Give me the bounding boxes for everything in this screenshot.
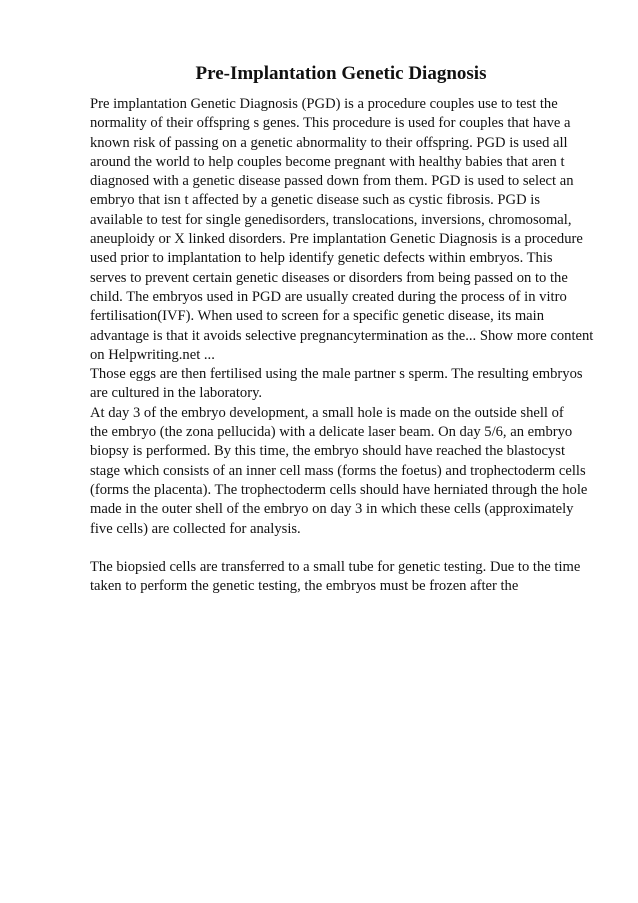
text-line: Those eggs are then fertilised using the male partner s sperm. The resulting embryos [90,366,583,383]
text-line: available to test for single genedisorders, translocations, inversions, chromosomal, [90,211,572,228]
text-line: advantage is that it avoids selective pregnancytermination as the... Show more content [90,327,594,344]
text-line: At day 3 of the embryo development, a small hole is made on the outside shell of [90,404,564,421]
text-line: five cells) are collected for analysis. [90,520,301,537]
text-line: stage which consists of an inner cell mass (forms the foetus) and trophectoderm cells [90,462,586,479]
paragraph-intro [90,95,600,365]
paragraph-spacer [90,539,600,558]
text-line: (forms the placenta). The trophectoderm cells should have herniated through the hole [90,481,588,498]
text-line: fertilisation(IVF). When used to screen for a specific genetic disease, its main [90,308,545,325]
text-line: are cultured in the laboratory. [90,385,263,402]
text-line: serves to prevent certain genetic diseases or disorders from being passed on to the [90,269,568,286]
text-line: biopsy is performed. By this time, the embryo should have reached the blastocyst [90,443,566,460]
text-line: made in the outer shell of the embryo on day 3 in which these cells (approximately [90,501,574,518]
text-line: normality of their offspring s genes. This procedure is used for couples that have a [90,115,571,132]
text-line: embryo that isn t affected by a genetic disease such as cystic fibrosis. PGD is [90,192,540,209]
text-line: taken to perform the genetic testing, the embryos must be frozen after the [90,578,519,595]
text-line: the embryo (the zona pellucida) with a delicate laser beam. On day 5/6, an embryo [90,424,573,441]
text-line: known risk of passing on a genetic abnormality to their offspring. PGD is used all [90,134,568,151]
text-line: Pre implantation Genetic Diagnosis (PGD) is a procedure couples use to test the [90,96,558,112]
paragraph-fertilisation [90,365,600,404]
text-line: on Helpwriting.net ... [90,346,215,363]
paragraph-biopsy [90,404,600,539]
text-line: child. The embryos used in PGD are usually created during the process of in vitro [90,288,567,305]
document-body [90,95,600,597]
text-line: around the world to help couples become pregnant with healthy babies that aren t [90,153,565,170]
text-line: used prior to implantation to help identify genetic defects within embryos. This [90,250,553,267]
text-line: aneuploidy or X linked disorders. Pre implantation Genetic Diagnosis is a procedure [90,231,583,248]
text-line: The biopsied cells are transferred to a small tube for genetic testing. Due to the time [90,559,581,576]
paragraph-testing [90,558,600,597]
document-title: Pre-Implantation Genetic Diagnosis [195,63,487,84]
text-line: diagnosed with a genetic disease passed down from them. PGD is used to select an [90,173,574,190]
